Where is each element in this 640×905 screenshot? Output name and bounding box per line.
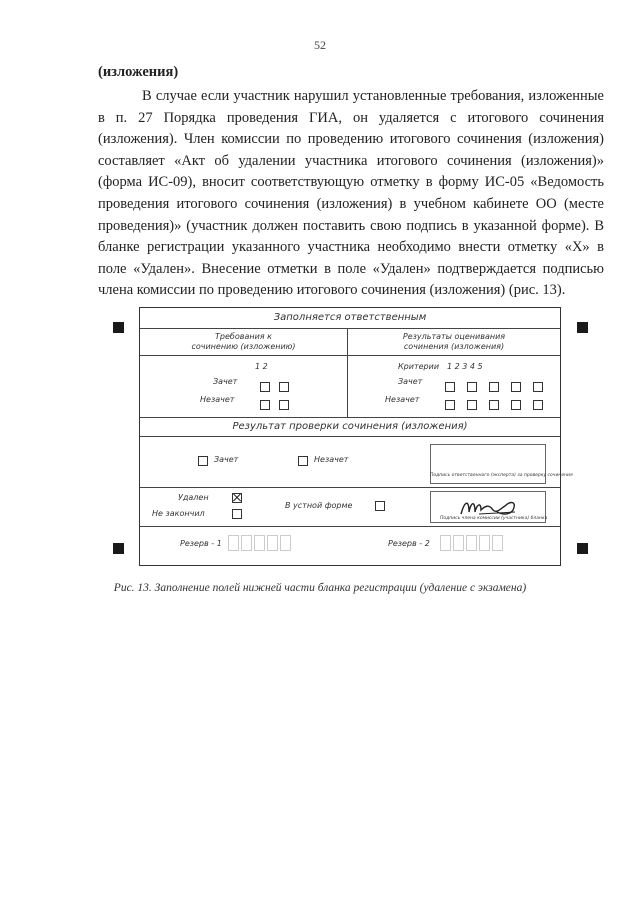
req1-pass-checkbox[interactable] <box>260 382 270 392</box>
removed-row <box>140 488 560 527</box>
result-title: Результат проверки сочинения (изложения) <box>232 421 468 432</box>
reserve-1-label: Резерв - 1 <box>180 539 222 548</box>
criteria-pass-checkbox[interactable] <box>445 382 455 392</box>
criteria-fail-checkbox[interactable] <box>467 400 477 410</box>
req-fail-checkboxes <box>260 394 289 413</box>
expert-signature-box[interactable] <box>430 444 546 484</box>
req-pass-checkboxes <box>260 376 289 395</box>
criteria-fail-checkbox[interactable] <box>445 400 455 410</box>
column-divider <box>347 356 348 417</box>
req-fail-label: Незачет <box>200 395 235 404</box>
form-header-row <box>140 329 560 356</box>
expert-signature-caption: Подпись ответственного (эксперта) за проверку сочинения <box>430 473 573 478</box>
reserve-2-label: Резерв - 2 <box>388 539 430 548</box>
body-paragraph: В случае если участник нарушил установленные требования, изложенные в п. 27 Порядка проведения ГИА, он удаляется с итогового сочинения (изложения). Член комиссии по проведению итогового сочинения (изложения) составляет «Акт об удалении участника итогового сочинения (изложения)» (форма ИС-09), вносит соответствующую отметку в форму ИС-05 «Ведомость проведения итогового сочинения (изложения) в учебном кабинете ОО (месте проведения)» (участник должен поставить свою подпись в указанной форме). В бланке регистрации указанного участника необходимо внести отметку «Х» в поле «Удален». Внесение отметки в поле «Удален» подтверждается подписью члена комиссии по проведению итогового сочинения (изложения) (рис. 13). <box>98 88 604 299</box>
result-pass-checkbox[interactable] <box>198 456 208 466</box>
reserve-2-field[interactable] <box>440 535 503 551</box>
removed-label: Удален <box>178 493 209 502</box>
alignment-marker <box>577 322 588 333</box>
oral-form-checkbox[interactable] <box>375 501 385 511</box>
section-heading: (изложения) <box>98 64 179 80</box>
requirements-header-2: сочинению (изложению) <box>191 342 296 351</box>
result-title-row <box>140 418 560 437</box>
oral-form-label: В устной форме <box>285 501 353 510</box>
not-finished-label: Не закончил <box>152 509 205 518</box>
requirement-numbers: 1 2 <box>255 362 268 371</box>
page-number: 52 <box>314 38 326 52</box>
criteria-pass-label: Зачет <box>398 377 423 386</box>
result-pass-label: Зачет <box>214 455 239 464</box>
criteria-pass-checkbox[interactable] <box>533 382 543 392</box>
alignment-marker <box>113 543 124 554</box>
req-pass-label: Зачет <box>213 377 238 386</box>
req1-fail-checkbox[interactable] <box>260 400 270 410</box>
reserve-row <box>140 527 560 563</box>
criteria-fail-checkboxes <box>445 394 543 413</box>
criteria-pass-checkbox[interactable] <box>511 382 521 392</box>
removed-checkbox[interactable] <box>232 493 242 503</box>
criteria-pass-checkbox[interactable] <box>489 382 499 392</box>
not-finished-checkbox[interactable] <box>232 509 242 519</box>
form-title-row <box>140 308 560 329</box>
reserve-1-field[interactable] <box>228 535 291 551</box>
figure-caption: Рис. 13. Заполнение полей нижней части бланка регистрации (удаление с экзамена) <box>113 582 527 594</box>
req2-fail-checkbox[interactable] <box>279 400 289 410</box>
criteria-label: Критерии <box>398 362 440 371</box>
criteria-fail-checkbox[interactable] <box>511 400 521 410</box>
criteria-fail-checkbox[interactable] <box>489 400 499 410</box>
registration-form-bottom <box>139 307 573 566</box>
results-header-1: Результаты оценивания <box>402 332 506 341</box>
criteria-numbers: 1 2 3 4 5 <box>447 362 483 371</box>
result-fail-label: Незачет <box>314 455 349 464</box>
criteria-fail-checkbox[interactable] <box>533 400 543 410</box>
alignment-marker <box>577 543 588 554</box>
criteria-pass-checkbox[interactable] <box>467 382 477 392</box>
req2-pass-checkbox[interactable] <box>279 382 289 392</box>
result-fail-checkbox[interactable] <box>298 456 308 466</box>
results-header-2: сочинения (изложения) <box>403 342 505 351</box>
criteria-fail-label: Незачет <box>385 395 420 404</box>
assessment-area <box>140 356 560 418</box>
alignment-marker <box>113 322 124 333</box>
form-title: Заполняется ответственным <box>273 312 427 323</box>
requirements-header-1: Требования к <box>215 332 272 341</box>
criteria-pass-checkboxes <box>445 376 543 395</box>
result-row <box>140 437 573 488</box>
member-signature-caption: Подпись члена комиссии (участника) бланка <box>440 516 548 521</box>
